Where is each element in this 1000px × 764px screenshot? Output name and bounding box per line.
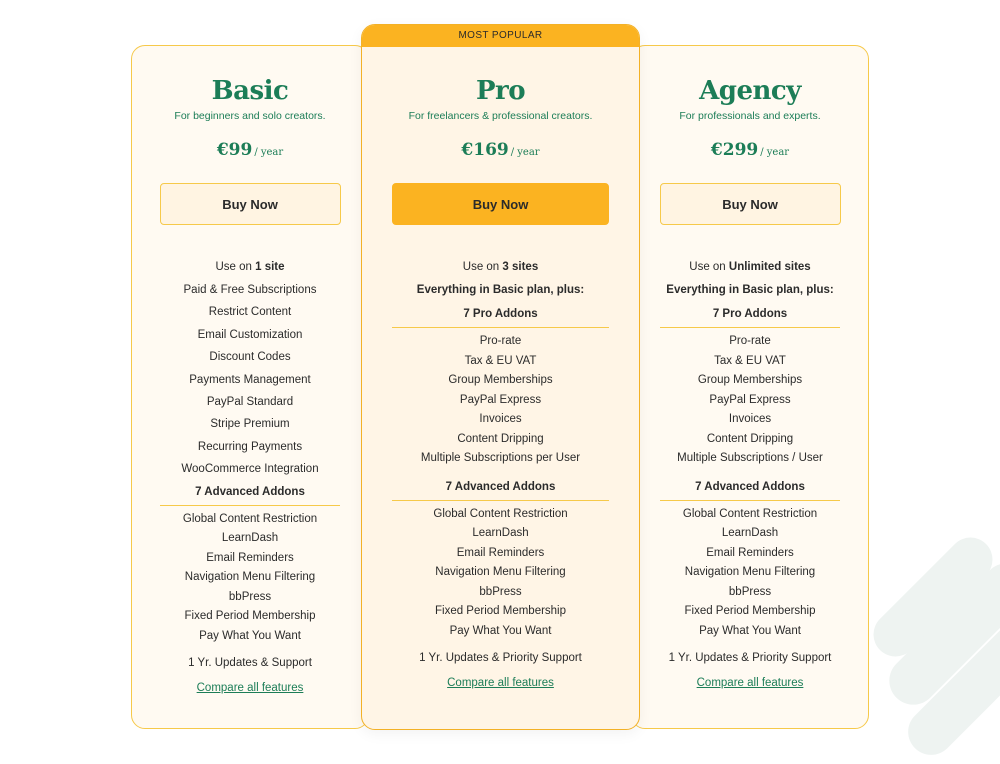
advanced-addons-title: 7 Advanced Addons	[445, 480, 556, 493]
addon-item: Content Dripping	[457, 432, 544, 445]
plan-name: Pro	[475, 76, 526, 106]
addon-item: Tax & EU VAT	[464, 354, 537, 367]
addon-item: Pay What You Want	[199, 629, 301, 642]
addon-item: Pay What You Want	[699, 624, 801, 637]
addon-item: LearnDash	[472, 527, 529, 539]
plan-price	[632, 140, 868, 160]
addon-item: Fixed Period Membership	[684, 605, 816, 617]
site-limit-prefix: Use on	[689, 261, 729, 273]
addon-item: Group Memberships	[448, 374, 553, 386]
price-period: / year	[510, 147, 540, 158]
addon-item: Invoices	[479, 413, 522, 425]
support-text: 1 Yr. Updates & Priority Support	[668, 652, 832, 664]
feature-item: Discount Codes	[209, 351, 291, 364]
divider	[660, 500, 840, 501]
feature-item: Restrict Content	[208, 306, 292, 319]
addon-item: Group Memberships	[697, 374, 803, 386]
addon-item: Pro-rate	[729, 335, 771, 347]
addon-item: Email Reminders	[456, 546, 545, 559]
most-popular-ribbon: MOST POPULAR	[362, 25, 639, 47]
price-period: / year	[254, 147, 284, 158]
addon-item: Global Content Restriction	[682, 507, 818, 520]
support-text: 1 Yr. Updates & Priority Support	[419, 652, 582, 664]
feature-item: PayPal Standard	[206, 395, 294, 408]
site-limit-value: Unlimited sites	[728, 261, 811, 273]
pricing-card-agency	[631, 45, 869, 729]
addon-item: bbPress	[228, 590, 272, 603]
addon-item: Email Reminders	[706, 546, 794, 559]
plan-name: Basic	[211, 76, 289, 106]
advanced-addons-list	[632, 505, 868, 642]
support-text: 1 Yr. Updates & Support	[188, 657, 312, 670]
plan-tagline: For beginners and solo creators.	[174, 110, 326, 122]
addon-item: Global Content Restriction	[433, 507, 568, 520]
addon-item: Multiple Subscriptions per User	[420, 452, 581, 464]
pricing-card-pro	[361, 24, 640, 730]
addon-item: Global Content Restriction	[182, 512, 318, 525]
advanced-addons-title: 7 Advanced Addons	[695, 480, 805, 493]
pricing-card-basic	[131, 45, 369, 729]
price-amount: €299	[710, 140, 759, 160]
addon-item: LearnDash	[221, 532, 279, 545]
feature-item: Recurring Payments	[197, 440, 303, 453]
addon-item: Navigation Menu Filtering	[435, 566, 566, 578]
feature-item: Payments Management	[189, 373, 311, 386]
addon-item: Email Reminders	[206, 551, 294, 564]
addon-item: Content Dripping	[706, 432, 794, 445]
addon-item: Pro-rate	[479, 335, 522, 347]
addon-item: Multiple Subscriptions / User	[677, 452, 823, 464]
feature-item: WooCommerce Integration	[181, 463, 319, 476]
plan-name: Agency	[699, 76, 801, 106]
plan-price	[132, 140, 368, 160]
divider	[660, 327, 840, 328]
advanced-addons-title: 7 Advanced Addons	[195, 485, 305, 498]
plan-tagline: For freelancers & professional creators.	[408, 110, 593, 122]
addon-item: Tax & EU VAT	[714, 354, 786, 367]
feature-item: Stripe Premium	[210, 418, 290, 431]
addon-item: Pay What You Want	[449, 624, 552, 637]
pro-addons-list	[632, 332, 868, 469]
feature-item: Paid & Free Subscriptions	[183, 284, 317, 296]
site-limit	[632, 261, 868, 273]
advanced-addons-list	[132, 510, 368, 647]
divider	[392, 500, 609, 501]
site-limit	[362, 261, 639, 273]
addon-item: Navigation Menu Filtering	[184, 571, 316, 584]
plan-price	[362, 140, 639, 160]
price-period: / year	[760, 147, 790, 158]
addon-item: bbPress	[728, 585, 772, 598]
site-limit-value: 3 sites	[502, 261, 539, 273]
site-limit-prefix: Use on	[215, 261, 256, 273]
pro-addons-list	[362, 332, 639, 469]
includes-basic-text: Everything in Basic plan, plus:	[666, 284, 834, 296]
addon-item: PayPal Express	[709, 393, 791, 406]
advanced-addons-list	[362, 505, 639, 642]
addon-item: Fixed Period Membership	[434, 605, 567, 617]
addon-item: Fixed Period Membership	[184, 610, 316, 623]
includes-basic-text: Everything in Basic plan, plus:	[416, 284, 585, 296]
feature-item: Email Customization	[197, 328, 303, 341]
addon-item: bbPress	[479, 585, 522, 598]
feature-list	[132, 279, 368, 481]
addon-item: LearnDash	[721, 527, 779, 539]
price-amount: €99	[216, 140, 253, 160]
compare-features-link[interactable]: Compare all features	[196, 682, 304, 695]
pro-addons-title: 7 Pro Addons	[463, 308, 538, 320]
site-limit	[132, 261, 368, 273]
buy-now-button-agency[interactable]: Buy Now	[660, 183, 841, 225]
pro-addons-title: 7 Pro Addons	[712, 308, 788, 320]
buy-now-button-basic[interactable]: Buy Now	[160, 183, 341, 225]
divider	[392, 327, 609, 328]
buy-now-button-pro[interactable]: Buy Now	[392, 183, 609, 225]
compare-features-link[interactable]: Compare all features	[447, 677, 554, 689]
compare-features-link[interactable]: Compare all features	[696, 677, 804, 689]
plan-tagline: For professionals and experts.	[679, 110, 821, 122]
addon-item: Invoices	[728, 413, 772, 425]
addon-item: Navigation Menu Filtering	[684, 566, 816, 578]
price-amount: €169	[461, 140, 509, 160]
site-limit-prefix: Use on	[462, 261, 503, 273]
site-limit-value: 1 site	[255, 261, 285, 273]
divider	[160, 505, 340, 506]
addon-item: PayPal Express	[459, 393, 542, 406]
